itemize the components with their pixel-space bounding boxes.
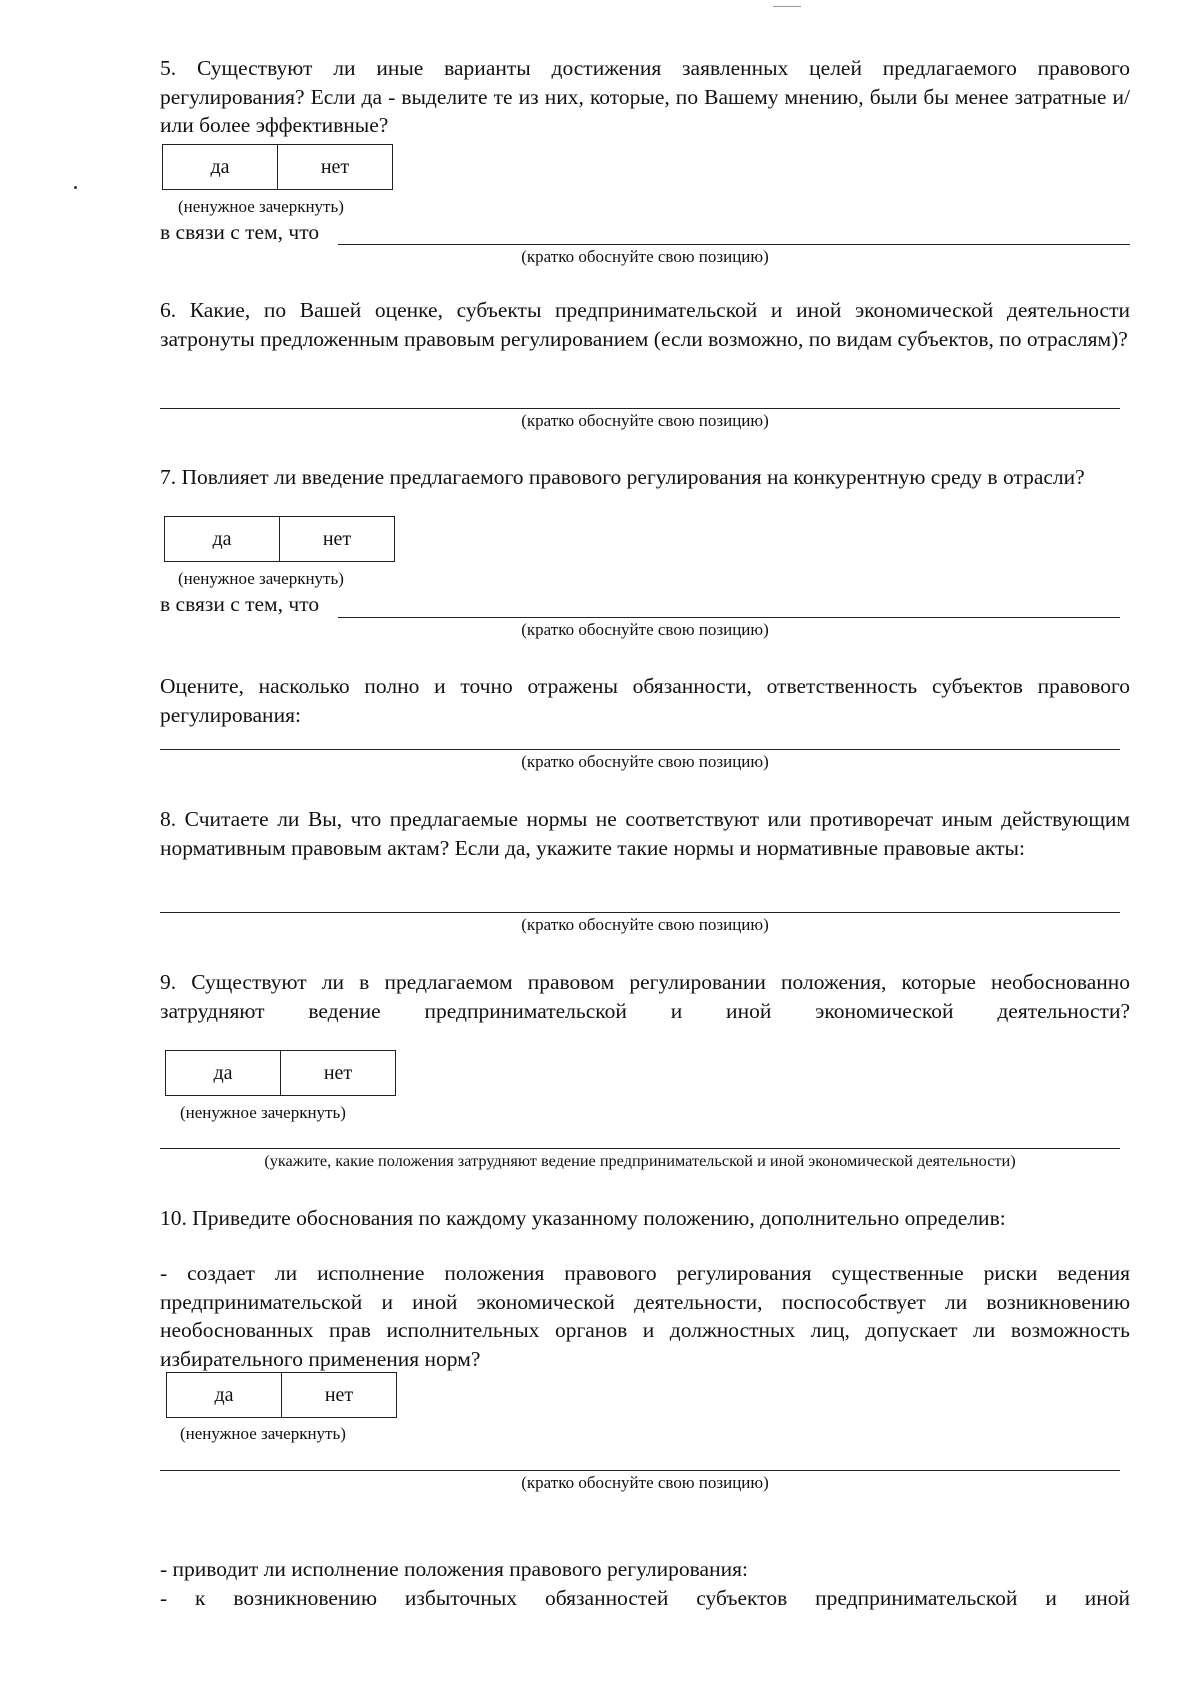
strike-note: (ненужное зачеркнуть) [178, 197, 344, 216]
question-10-criterion-lead: - приводит ли исполнение положения правового регулирования: [160, 1557, 748, 1581]
answer-yes-option[interactable]: да [167, 1373, 282, 1417]
answer-no-option[interactable]: нет [322, 527, 352, 550]
answer-hint: (кратко обоснуйте свою позицию) [521, 915, 769, 934]
question-10-criterion-risks: - создает ли исполнение положения правового регулирования существенные риски ведения предпринимательской и иной экономической деятельности, поспособствует ли возникновению необоснованных прав исполнительных органов и должностных лиц, допускает ли возможность избирательного применения норм? [160, 1261, 1130, 1371]
answer-no-option[interactable]: нет [320, 155, 350, 178]
question-9-choice [165, 1050, 396, 1096]
evaluation-text: Оцените, насколько полно и точно отражены обязанности, ответственность субъектов правового регулирования: [160, 674, 1130, 727]
answer-yes-option[interactable]: да [165, 517, 280, 561]
question-6-text: 6. Какие, по Вашей оценке, субъекты предпринимательской и иной экономической деятельности затронуты предложенным правовым регулированием (если возможно, по видам субъектов, по отраслям)? [160, 298, 1130, 351]
question-7-text: 7. Повлияет ли введение предлагаемого правового регулирования на конкурентную среду в отрасли? [160, 465, 1085, 489]
answer-hint: (кратко обоснуйте свою позицию) [521, 752, 769, 771]
scan-mark [773, 6, 801, 7]
strike-note: (ненужное зачеркнуть) [178, 569, 344, 588]
answer-line[interactable] [338, 244, 1130, 245]
question-5-choice [162, 144, 393, 190]
answer-yes-option[interactable]: да [166, 1051, 281, 1095]
answer-no-option[interactable]: нет [323, 1061, 353, 1084]
because-label: в связи с тем, что [160, 220, 320, 244]
question-10-criterion-obligations: - к возникновению избыточных обязанностей субъектов предпринимательской и иной [160, 1586, 1130, 1610]
answer-no-option[interactable]: нет [324, 1383, 354, 1406]
question-5-text: 5. Существуют ли иные варианты достижения заявленных целей предлагаемого правового регулирования? Если да - выделите те из них, которые, по Вашему мнению, были бы менее затратные и/или более эффективные? [160, 56, 1130, 137]
question-10-text: 10. Приведите обоснования по каждому указанному положению, дополнительно определив: [160, 1206, 1006, 1230]
answer-line[interactable] [160, 749, 1120, 750]
answer-line[interactable] [160, 912, 1120, 913]
question-8-text: 8. Считаете ли Вы, что предлагаемые нормы не соответствуют или противоречат иным действующим нормативным правовым актам? Если да, укажите такие нормы и нормативные правовые акты: [160, 807, 1130, 860]
strike-note: (ненужное зачеркнуть) [180, 1424, 346, 1443]
scan-speck [74, 186, 77, 189]
answer-hint: (кратко обоснуйте свою позицию) [521, 247, 769, 266]
answer-line[interactable] [338, 617, 1120, 618]
question-10-choice [166, 1372, 397, 1418]
answer-line[interactable] [160, 1148, 1120, 1149]
strike-note: (ненужное зачеркнуть) [180, 1103, 346, 1122]
answer-hint: (укажите, какие положения затрудняют ведение предпринимательской и иной экономической деятельности) [264, 1151, 1016, 1170]
answer-line[interactable] [160, 408, 1120, 409]
question-7-choice [164, 516, 395, 562]
answer-yes-option[interactable]: да [163, 145, 278, 189]
because-label: в связи с тем, что [160, 592, 320, 616]
answer-hint: (кратко обоснуйте свою позицию) [521, 411, 769, 430]
answer-hint: (кратко обоснуйте свою позицию) [521, 1473, 769, 1492]
answer-line[interactable] [160, 1470, 1120, 1471]
question-9-text: 9. Существуют ли в предлагаемом правовом регулировании положения, которые необоснованно затрудняют ведение предпринимательской и иной экономической деятельности? [160, 970, 1130, 1023]
answer-hint: (кратко обоснуйте свою позицию) [521, 620, 769, 639]
